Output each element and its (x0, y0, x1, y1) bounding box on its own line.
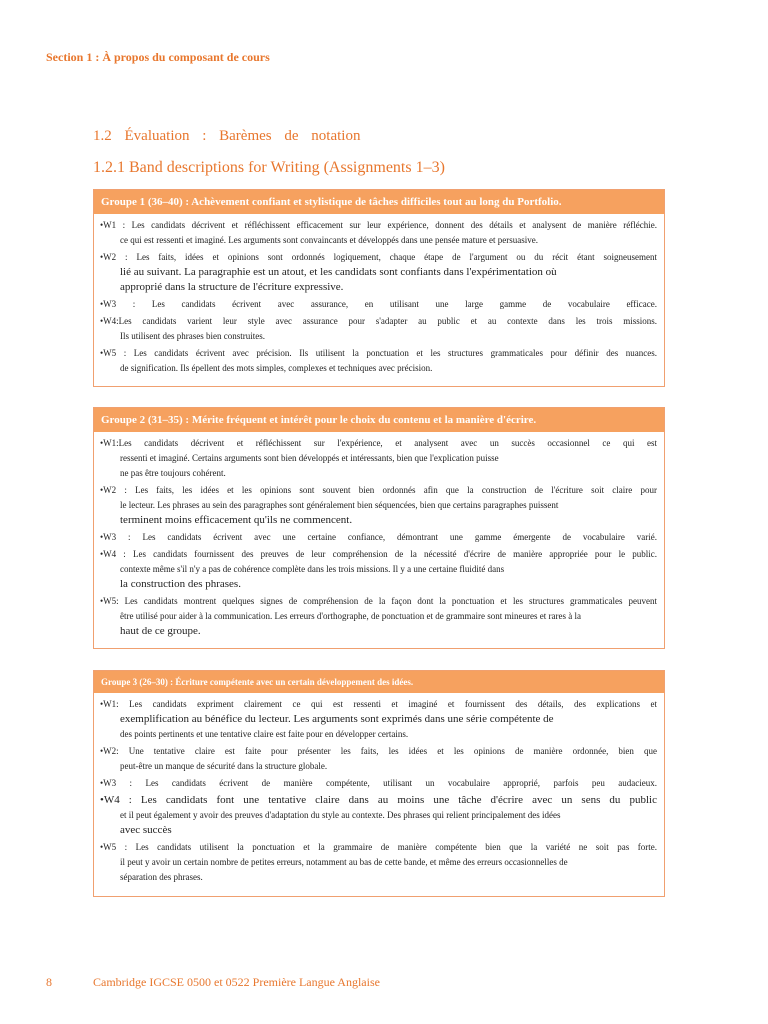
group-3-title: Groupe 3 (26–30) : Écriture compétente avec un certain développement des idées. (94, 671, 664, 693)
group-1-item-w1: •W1 : Les candidats décrivent et réfléchissent efficacement sur leur expérience, donnent des détails et analysent de manière réfléchie. ce qui est ressenti et imaginé. Les arguments sont convaincants et développés dans une pensée mature et persuasive. (100, 220, 657, 245)
group-2-item-w5: •W5: Les candidats montrent quelques signes de compréhension de la façon dont la ponctuation et les structures grammaticales peuvent être utilisé pour aider à la communication. Les erreurs d'orthographe, de ponctuation et de grammaire sont mineures et rares à la haut de ce groupe. (100, 596, 657, 637)
group-2-title: Groupe 2 (31–35) : Mérite fréquent et intérêt pour le choix du contenu et la manière d'écrire. (94, 408, 664, 432)
group-1-box (93, 189, 665, 387)
group-3-item-w1: •W1: Les candidats expriment clairement ce qui est ressenti et imaginé et fournissent des détails, des explications et exemplification au bénéfice du lecteur. Les arguments sont exprimés dans une série compétente de des points pertinents et une tentative claire est faite pour en développer certains. (100, 699, 657, 739)
group-2-box (93, 407, 665, 649)
heading-evaluation: 1.2 Évaluation : Barèmes de notation (93, 128, 361, 144)
group-3-item-w3: •W3 : Les candidats écrivent de manière compétente, utilisant un vocabulaire approprié, parfois peu audacieux. (100, 778, 657, 788)
footer-title: Cambridge IGCSE 0500 et 0522 Première Langue Anglaise (93, 975, 380, 989)
group-1-item-w2: •W2 : Les faits, idées et opinions sont ordonnés logiquement, chaque étape de l'argument ou du récit étant soigneusement lié au suivant. La paragraphie est un atout, et les candidats sont confiants dans l'expérimentation où approprié dans la structure de l'écriture expressive. (100, 252, 657, 293)
group-2-item-w1: •W1:Les candidats décrivent et réfléchissent sur l'expérience, et analysent avec un succès occasionnel ce qui est ressenti et imaginé. Certains arguments sont bien développés et intéressants, bien que l'explication puisse ne pas être toujours cohérent. (100, 438, 657, 478)
footer-page-number: 8 (46, 975, 52, 989)
group-3-item-w5: •W5 : Les candidats utilisent la ponctuation et la grammaire de manière compétente bien que la variété ne soit pas forte. il peut y avoir un certain nombre de petites erreurs, notamment au bas de cette bande, et même des erreurs occasionnelles de séparation des phrases. (100, 842, 657, 882)
group-2-item-w2: •W2 : Les faits, les idées et les opinions sont souvent bien ordonnés afin que la construction de l'écriture soit claire pour le lecteur. Les phrases au sein des paragraphes sont généralement bien séquencées, bien que certains paragraphes puissent terminent moins efficacement qu'ils ne commencent. (100, 485, 657, 526)
heading-band-descriptions: 1.2.1 Band descriptions for Writing (Assignments 1–3) (93, 159, 445, 176)
group-2-item-w3: •W3 : Les candidats écrivent avec une certaine confiance, démontrant une gamme émergente de vocabulaire varié. (100, 532, 657, 542)
group-1-item-w5: •W5 : Les candidats écrivent avec précision. Ils utilisent la ponctuation et les structures grammaticales pour définir des nuances. de signification. Ils épellent des mots simples, complexes et techniques avec précision. (100, 348, 657, 373)
group-1-item-w3: •W3 : Les candidats écrivent avec assurance, en utilisant une large gamme de vocabulaire efficace. (100, 299, 657, 309)
group-3-item-w2: •W2: Une tentative claire est faite pour présenter les faits, les idées et les opinions de manière ordonnée, bien que peut-être un manque de sécurité dans la structure globale. (100, 746, 657, 771)
group-3-item-w4: •W4 : Les candidats font une tentative claire dans au moins une tâche d'écrire avec un sens du public et il peut également y avoir des preuves d'adaptation du style au contexte. Des phrases qui relient principalement des idées avec succès (100, 794, 657, 836)
section-header: Section 1 : À propos du composant de cours (46, 50, 270, 64)
group-3-box (93, 670, 665, 897)
group-1-title: Groupe 1 (36–40) : Achèvement confiant et stylistique de tâches difficiles tout au long du Portfolio. (94, 190, 664, 214)
group-2-item-w4: •W4 : Les candidats fournissent des preuves de leur compréhension de la nécessité d'écrire de manière appropriée pour le public. contexte même s'il n'y a pas de cohérence complète dans les trois missions. Il y a une certaine fluidité dans la construction des phrases. (100, 549, 657, 590)
group-1-item-w4: •W4:Les candidats varient leur style avec assurance pour s'adapter au public et au contexte dans les trois missions. Ils utilisent des phrases bien construites. (100, 316, 657, 341)
